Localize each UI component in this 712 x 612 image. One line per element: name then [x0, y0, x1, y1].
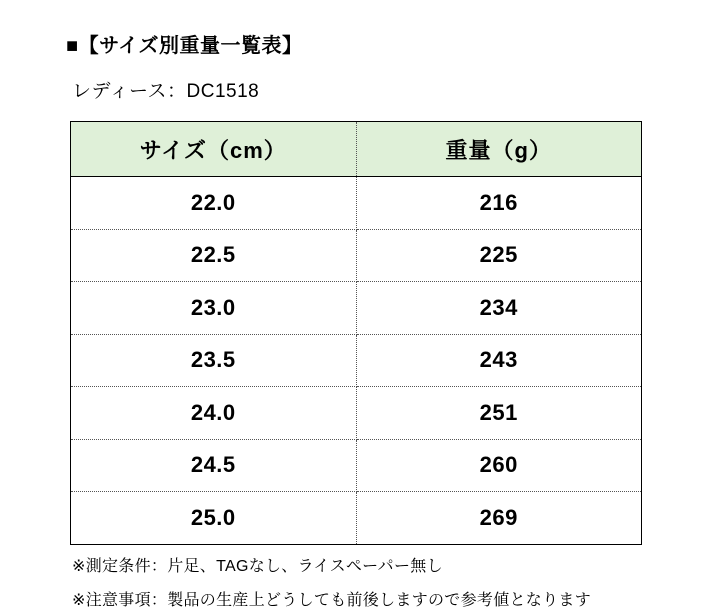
- cell-size: 24.5: [71, 439, 357, 492]
- product-model-label: レディース：DC1518: [72, 81, 260, 102]
- column-header-size: サイズ（cm）: [71, 122, 357, 177]
- table-header: [71, 122, 642, 177]
- table-header-row: [71, 122, 642, 177]
- cell-size: 25.0: [71, 492, 357, 545]
- column-header-weight: 重量（g）: [356, 122, 642, 177]
- cell-size: 23.5: [71, 334, 357, 387]
- cell-weight: 260: [356, 439, 642, 492]
- cell-size: 22.5: [71, 229, 357, 282]
- table-row: [71, 439, 642, 492]
- cell-weight: 216: [356, 177, 642, 230]
- table-row: [71, 229, 642, 282]
- table-row: [71, 282, 642, 335]
- table-row: [71, 387, 642, 440]
- cell-weight: 269: [356, 492, 642, 545]
- table-row: [71, 334, 642, 387]
- cell-size: 23.0: [71, 282, 357, 335]
- table-row: [71, 177, 642, 230]
- page-title: ■【サイズ別重量一覧表】: [66, 35, 303, 57]
- cell-weight: 225: [356, 229, 642, 282]
- table-row: [71, 492, 642, 545]
- cell-size: 24.0: [71, 387, 357, 440]
- table-body: [71, 177, 642, 545]
- cell-weight: 251: [356, 387, 642, 440]
- cell-weight: 234: [356, 282, 642, 335]
- cell-weight: 243: [356, 334, 642, 387]
- cell-size: 22.0: [71, 177, 357, 230]
- size-weight-table: [70, 121, 642, 545]
- note-disclaimer: ※注意事項：製品の生産上どうしても前後しますので参考値となります: [72, 592, 592, 610]
- note-measurement-conditions: ※測定条件：片足、TAGなし、ライスペーパー無し: [72, 557, 443, 575]
